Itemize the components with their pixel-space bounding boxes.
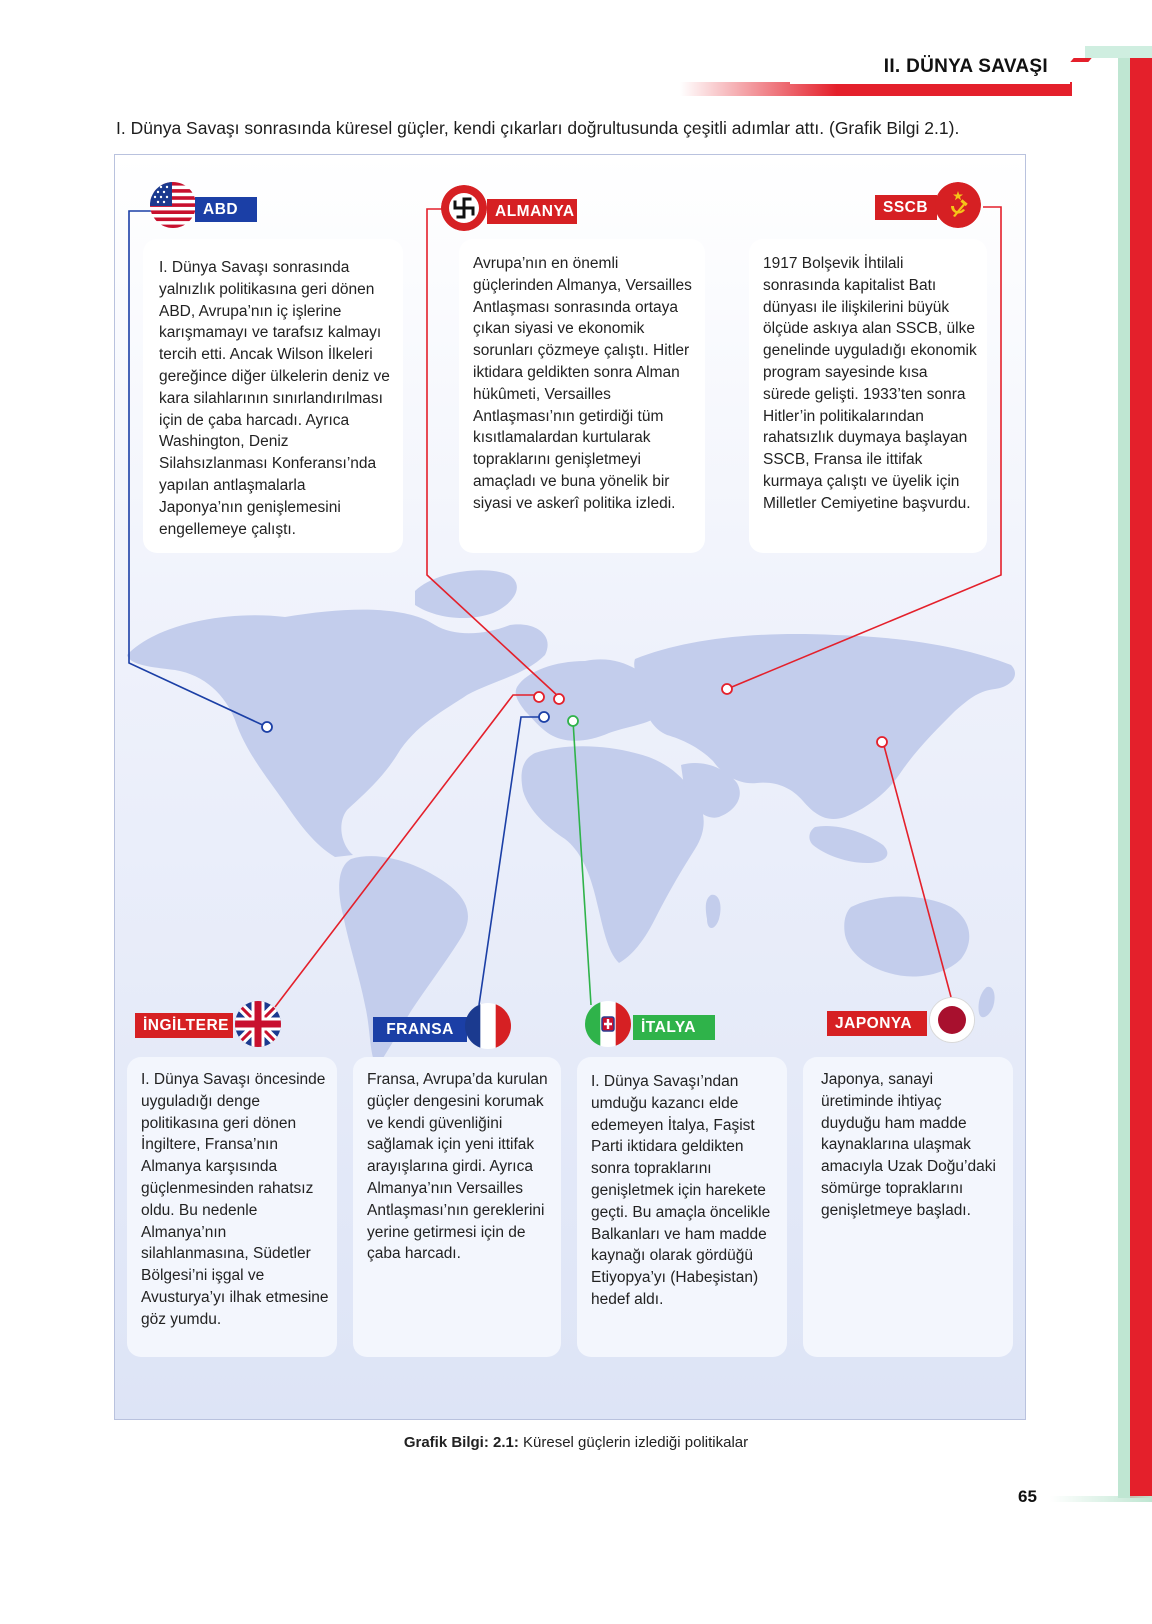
figure-caption xyxy=(0,1434,1152,1451)
marker-fransa xyxy=(539,712,549,722)
map-sea-islands xyxy=(809,826,887,863)
map-africa xyxy=(522,746,704,963)
card-italya: I. Dünya Savaşı’ndan umduğu kazancı elde edemeyen İtalya, Faşist Parti iktidara geldikten sonra topraklarını genişletmek için harekete geçti. Bu amaçla öncelikle Balkanları ve ham madde kaynağı olarak gördüğü Etiyopya’yı (Habeşistan) hedef aldı. xyxy=(577,1057,787,1357)
caption-text: Küresel güçlerin izlediği politikalar xyxy=(523,1434,749,1451)
caption-prefix: Grafik Bilgi: 2.1: xyxy=(403,1434,519,1451)
map-madagascar xyxy=(706,895,721,928)
card-abd: I. Dünya Savaşı sonrasında yalnızlık politikasına geri dönen ABD, Avrupa’nın iç işlerine karışmamayı ve tarafsız kalmayı tercih etti. Ancak Wilson İlkeleri gereğince diğer ülkelerin deniz ve kara silahlarının sınırlandırılması için de çaba harcadı. Ayrıca Washington, Deniz Silahsızlanması Konferansı’nda yapılan antlaşmalarla Japonya’nın genişlemesini engellemeye çalıştı. xyxy=(143,239,403,553)
chapter-title: II. DÜNYA SAVAŞI xyxy=(883,56,1048,77)
intro-paragraph: I. Dünya Savaşı sonrasında küresel güçler, kendi çıkarları doğrultusunda çeşitli adımlar attı. (Grafik Bilgi 2.1). xyxy=(116,118,960,138)
france-flag-icon xyxy=(465,1003,511,1049)
card-almanya: Avrupa’nın en önemli güçlerinden Almanya, Versailles Antlaşması sonrasında ortaya çıkan siyasi ve ekonomik sorunları çözmeye çalıştı. Hitler iktidara geldikten sonra Alman hükûmeti, Versailles Antlaşması’nın getirdiği tüm kısıtlamalardan kurtularak topraklarını genişletmeyi amaçladı ve buna yönelik bir siyasi ve askerî politika izledi. xyxy=(459,239,705,553)
label-fransa: FRANSA xyxy=(373,1017,467,1042)
label-sscb: SSCB xyxy=(875,195,937,220)
marker-italya xyxy=(568,716,578,726)
label-almanya: ALMANYA xyxy=(487,199,577,224)
marker-abd xyxy=(262,722,272,732)
usa-flag-icon xyxy=(150,182,196,228)
card-ingiltere: I. Dünya Savaşı öncesinde uyguladığı denge politikasına geri dönen İngiltere, Fransa’nın Almanya karşısında güçlenmesinden rahatsız oldu. Bu nedenle Almanya’nın silahlanmasına, Südetler Bölgesi’ni işgal ve Avusturya’yı ilhak etmesine göz yumdu. xyxy=(127,1057,337,1357)
page-edge-green xyxy=(1118,58,1130,1498)
marker-almanya xyxy=(554,694,564,704)
marker-japonya xyxy=(877,737,887,747)
label-japonya: JAPONYA xyxy=(827,1011,927,1036)
card-sscb: 1917 Bolşevik İhtilali sonrasında kapitalist Batı dünyası ile ilişkilerini büyük ölçüde askıya alan SSCB, ülke genelinde uyguladığı ekonomik program sayesinde kısa sürede gelişti. 1933’ten sonra Hitler’in politikalarından rahatsızlık duymaya başlayan SSCB, Fransa ile ittifak kurmaya çalıştı ve üyelik için Milletler Cemiyetine başvurdu. xyxy=(749,239,987,553)
japan-flag-icon xyxy=(929,997,975,1043)
label-ingiltere: İNGİLTERE xyxy=(135,1013,233,1038)
map-new-zealand xyxy=(978,987,994,1018)
label-italya: İTALYA xyxy=(633,1015,715,1040)
page-number: 65 xyxy=(1018,1487,1037,1506)
infographic-panel xyxy=(114,154,1026,1420)
nazi-germany-flag-icon xyxy=(441,185,487,231)
uk-flag-icon xyxy=(235,1001,281,1047)
ussr-flag-icon xyxy=(935,182,981,228)
marker-sscb xyxy=(722,684,732,694)
page-edge-red xyxy=(1130,58,1152,1498)
card-japonya: Japonya, sanayi üretiminde ihtiyaç duyduğu ham madde kaynaklarına ulaşmak amacıyla Uzak Doğu’daki sömürge topraklarını genişletmeye başladı. xyxy=(803,1057,1013,1357)
header-accent-green xyxy=(1085,46,1152,58)
italy-flag-icon xyxy=(585,1001,631,1047)
footer-green-bar xyxy=(1050,1496,1152,1502)
header-red-bar xyxy=(680,82,1072,96)
header-red-notch xyxy=(1070,58,1091,62)
map-australia xyxy=(844,897,969,977)
card-fransa: Fransa, Avrupa’da kurulan güçler dengesini korumak ve kendi güvenliğini sağlamak için yeni ittifak arayışlarına girdi. Ayrıca Almanya’nın Versailles Antlaşması’nın gereklerini yerine getirmesi için de çaba harcadı. xyxy=(353,1057,561,1357)
label-abd: ABD xyxy=(195,197,257,222)
marker-ingiltere xyxy=(534,692,544,702)
